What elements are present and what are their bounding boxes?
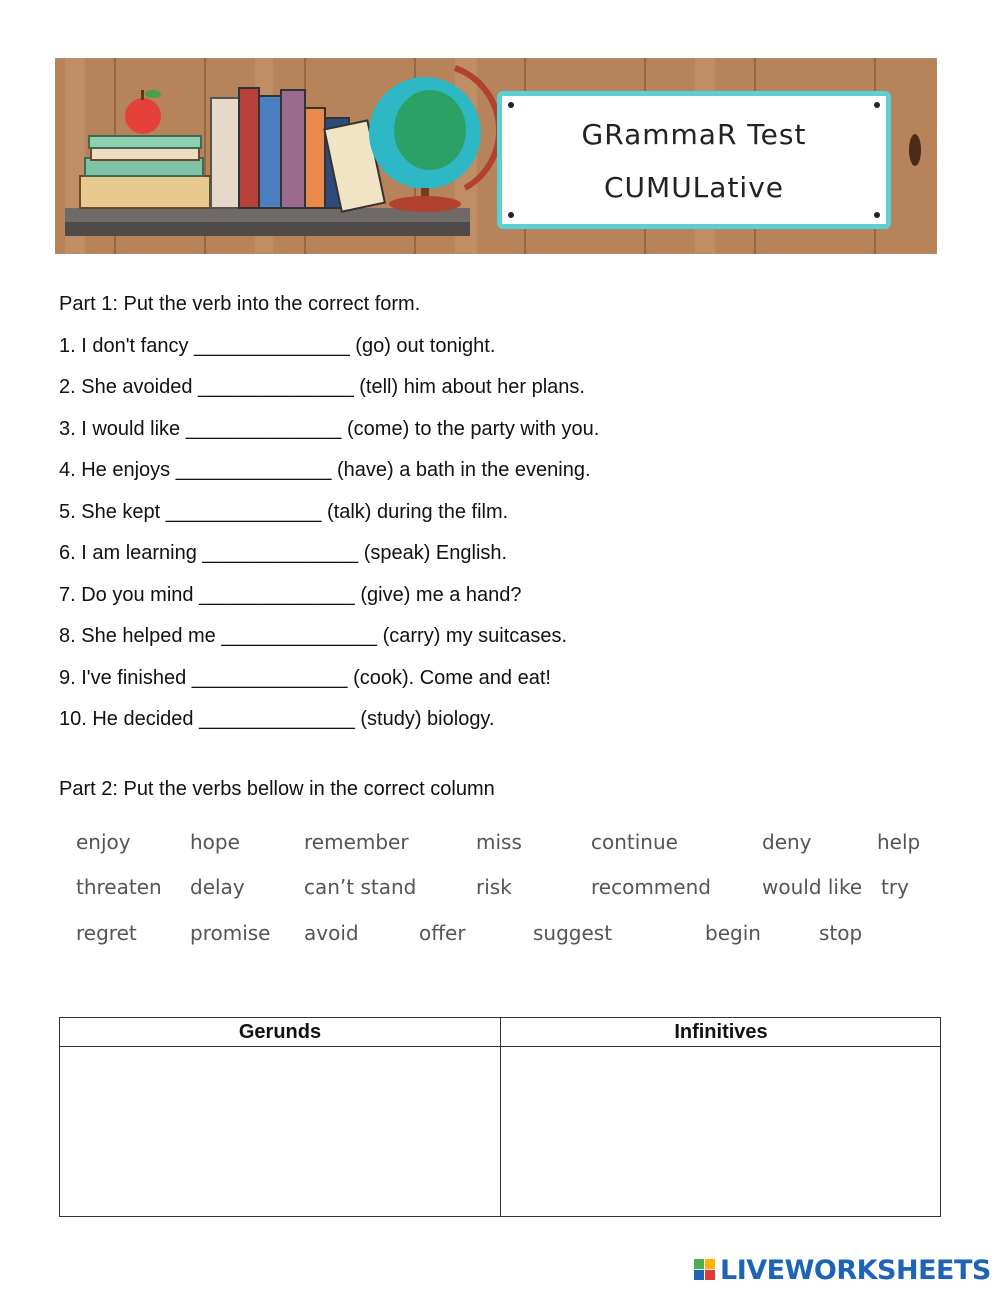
question-7: 7. Do you mind ______________ (give) me a hand?: [59, 584, 522, 606]
word-recommend[interactable]: recommend: [591, 875, 711, 899]
question-9: 9. I've finished ______________ (cook). Come and eat!: [59, 667, 551, 689]
gerunds-dropzone[interactable]: [60, 1047, 500, 1216]
word-cant-stand[interactable]: can’t stand: [304, 875, 417, 899]
word-enjoy[interactable]: enjoy: [76, 830, 131, 854]
word-delay[interactable]: delay: [190, 875, 245, 899]
word-hope[interactable]: hope: [190, 830, 240, 854]
word-help[interactable]: help: [877, 830, 921, 854]
infinitives-dropzone[interactable]: [501, 1047, 941, 1216]
word-continue[interactable]: continue: [591, 830, 678, 854]
word-avoid[interactable]: avoid: [304, 921, 359, 945]
word-threaten[interactable]: threaten: [76, 875, 162, 899]
word-begin[interactable]: begin: [705, 921, 761, 945]
word-risk[interactable]: risk: [476, 875, 512, 899]
word-regret[interactable]: regret: [76, 921, 137, 945]
title-line-2: CUMULative: [603, 171, 784, 204]
question-1: 1. I don't fancy ______________ (go) out tonight.: [59, 335, 496, 357]
logo-text: LIVEWORKSHEETS: [720, 1254, 991, 1286]
question-3: 3. I would like ______________ (come) to the party with you.: [59, 418, 600, 440]
question-10: 10. He decided ______________ (study) biology.: [59, 708, 495, 730]
word-promise[interactable]: promise: [190, 921, 271, 945]
word-offer[interactable]: offer: [419, 921, 466, 945]
liveworksheets-logo[interactable]: [694, 1255, 991, 1285]
word-stop[interactable]: stop: [819, 921, 863, 945]
word-remember[interactable]: remember: [304, 830, 409, 854]
word-deny[interactable]: deny: [762, 830, 812, 854]
part1-heading: Part 1: Put the verb into the correct form.: [59, 293, 421, 315]
word-miss[interactable]: miss: [476, 830, 522, 854]
title-card: [497, 91, 891, 229]
liveworksheets-mark-icon: [694, 1259, 716, 1281]
header-banner: [55, 58, 937, 254]
infinitives-header: Infinitives: [674, 1021, 768, 1043]
title-line-1: GRammaR Test: [581, 118, 807, 151]
sorting-table: [59, 1017, 941, 1217]
gerunds-header: Gerunds: [238, 1021, 322, 1043]
word-suggest[interactable]: suggest: [533, 921, 613, 945]
word-would-like[interactable]: would like: [762, 875, 863, 899]
question-4: 4. He enjoys ______________ (have) a bath in the evening.: [59, 459, 591, 481]
question-5: 5. She kept ______________ (talk) during the film.: [59, 501, 509, 523]
question-6: 6. I am learning ______________ (speak) English.: [59, 542, 508, 564]
word-try[interactable]: try: [881, 875, 909, 899]
question-8: 8. She helped me ______________ (carry) my suitcases.: [59, 625, 568, 647]
part2-heading: Part 2: Put the verbs bellow in the correct column: [59, 778, 495, 800]
question-2: 2. She avoided ______________ (tell) him about her plans.: [59, 376, 585, 398]
